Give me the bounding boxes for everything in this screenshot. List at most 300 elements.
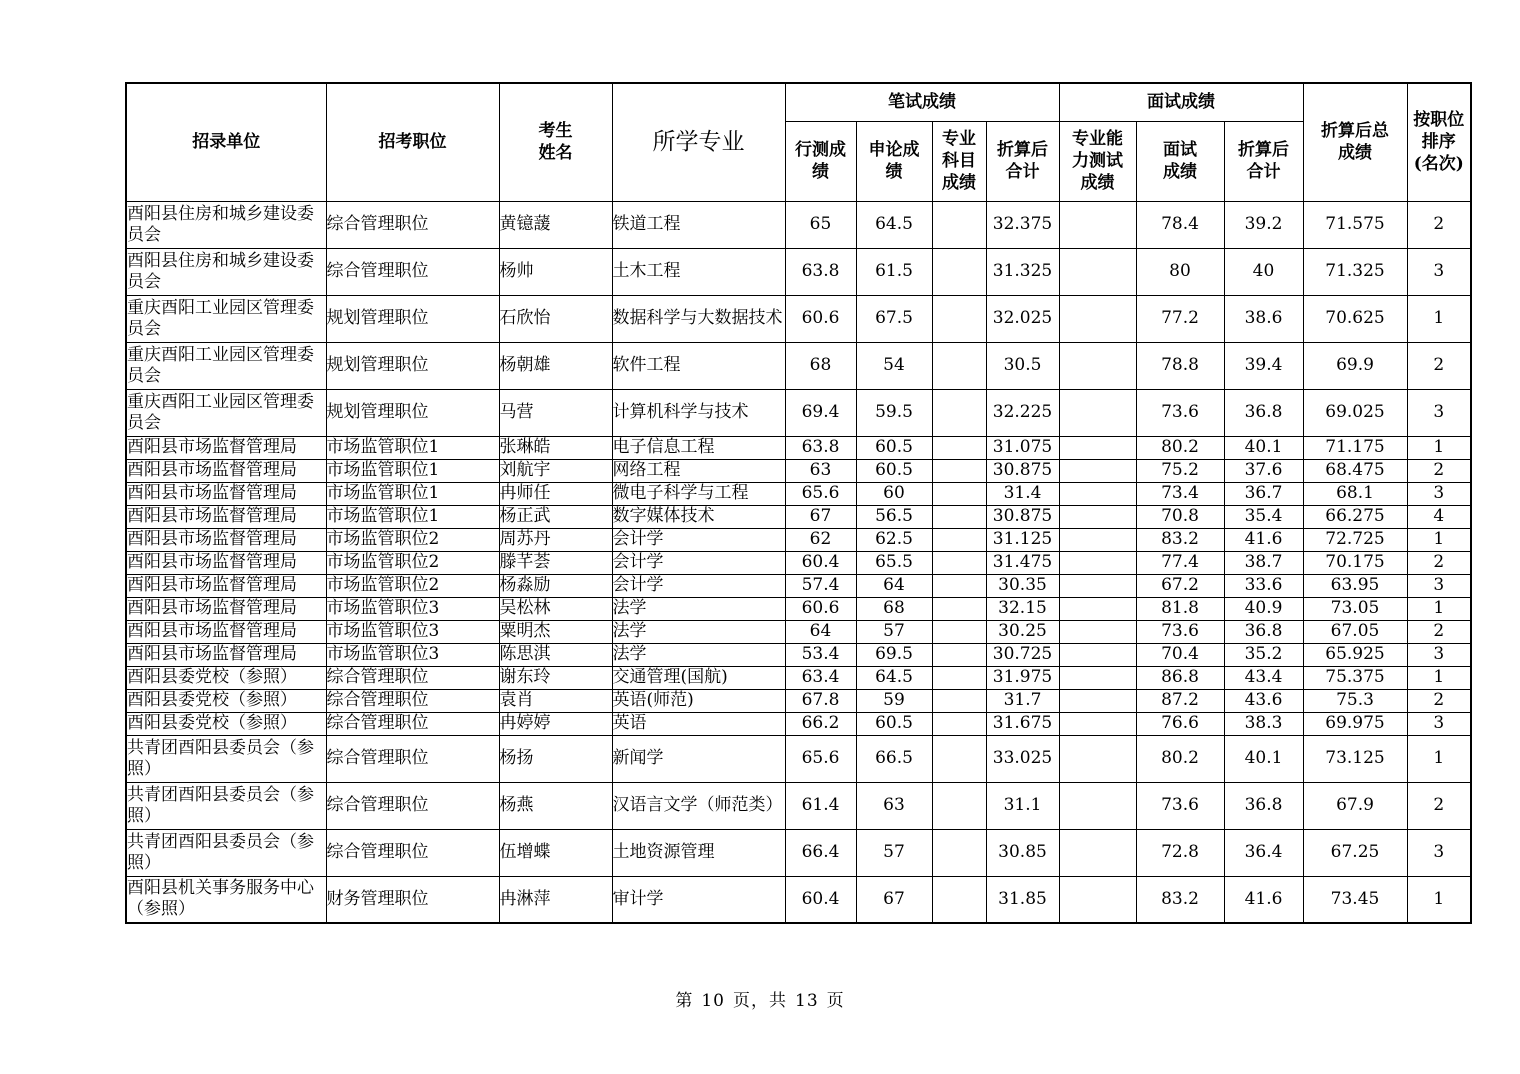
cell-interview-total: 40.1	[1224, 735, 1303, 782]
cell-xingce: 65	[785, 201, 856, 248]
cell-name: 冉师任	[499, 482, 612, 505]
header-xingce: 行测成 绩	[785, 121, 856, 201]
cell-written-total: 30.25	[986, 620, 1059, 643]
cell-unit: 重庆酉阳工业园区管理委员会	[126, 342, 326, 389]
cell-xingce: 53.4	[785, 643, 856, 666]
cell-rank: 3	[1407, 643, 1471, 666]
cell-zhuanye	[932, 436, 986, 459]
cell-xingce: 63.8	[785, 436, 856, 459]
table-row	[126, 389, 1471, 436]
cell-major: 土地资源管理	[612, 829, 785, 876]
cell-ability	[1059, 389, 1136, 436]
cell-shenlun: 56.5	[856, 505, 932, 528]
cell-unit: 共青团酉阳县委员会（参照）	[126, 829, 326, 876]
cell-interview-total: 35.4	[1224, 505, 1303, 528]
cell-zhuanye	[932, 643, 986, 666]
cell-rank: 1	[1407, 597, 1471, 620]
cell-unit: 酉阳县市场监督管理局	[126, 505, 326, 528]
cell-xingce: 60.6	[785, 295, 856, 342]
cell-xingce: 63	[785, 459, 856, 482]
cell-ability	[1059, 597, 1136, 620]
cell-unit: 酉阳县市场监督管理局	[126, 597, 326, 620]
cell-ability	[1059, 505, 1136, 528]
cell-final: 66.275	[1303, 505, 1407, 528]
cell-final: 67.05	[1303, 620, 1407, 643]
cell-unit: 重庆酉阳工业园区管理委员会	[126, 295, 326, 342]
cell-written-total: 31.975	[986, 666, 1059, 689]
cell-major: 审计学	[612, 876, 785, 923]
cell-unit: 共青团酉阳县委员会（参照）	[126, 735, 326, 782]
cell-position: 综合管理职位	[326, 689, 499, 712]
cell-final: 75.3	[1303, 689, 1407, 712]
cell-rank: 2	[1407, 782, 1471, 829]
cell-unit: 共青团酉阳县委员会（参照）	[126, 782, 326, 829]
cell-xingce: 66.4	[785, 829, 856, 876]
footer-suffix: 页	[826, 991, 845, 1011]
cell-interview: 72.8	[1136, 829, 1224, 876]
cell-final: 73.05	[1303, 597, 1407, 620]
cell-written-total: 30.725	[986, 643, 1059, 666]
cell-shenlun: 59	[856, 689, 932, 712]
cell-name: 谢东玲	[499, 666, 612, 689]
cell-rank: 3	[1407, 248, 1471, 295]
cell-major: 会计学	[612, 528, 785, 551]
cell-position: 规划管理职位	[326, 295, 499, 342]
cell-name: 粟明杰	[499, 620, 612, 643]
cell-unit: 酉阳县委党校（参照）	[126, 666, 326, 689]
cell-zhuanye	[932, 829, 986, 876]
cell-rank: 2	[1407, 459, 1471, 482]
cell-written-total: 31.1	[986, 782, 1059, 829]
cell-major: 网络工程	[612, 459, 785, 482]
cell-written-total: 31.675	[986, 712, 1059, 735]
footer-page-total: 13	[795, 991, 819, 1011]
cell-name: 杨淼励	[499, 574, 612, 597]
cell-xingce: 63.8	[785, 248, 856, 295]
cell-name: 袁肖	[499, 689, 612, 712]
cell-unit: 酉阳县市场监督管理局	[126, 551, 326, 574]
cell-rank: 3	[1407, 389, 1471, 436]
cell-written-total: 30.85	[986, 829, 1059, 876]
cell-shenlun: 69.5	[856, 643, 932, 666]
cell-major: 英语(师范)	[612, 689, 785, 712]
cell-interview-total: 37.6	[1224, 459, 1303, 482]
cell-interview: 76.6	[1136, 712, 1224, 735]
cell-ability	[1059, 735, 1136, 782]
cell-ability	[1059, 248, 1136, 295]
cell-major: 软件工程	[612, 342, 785, 389]
cell-interview-total: 38.7	[1224, 551, 1303, 574]
header-written-total: 折算后 合计	[986, 121, 1059, 201]
footer-page-current: 10	[701, 991, 725, 1011]
cell-zhuanye	[932, 389, 986, 436]
cell-zhuanye	[932, 505, 986, 528]
cell-unit: 酉阳县委党校（参照）	[126, 689, 326, 712]
table-row	[126, 829, 1471, 876]
cell-final: 73.45	[1303, 876, 1407, 923]
header-interview: 面试 成绩	[1136, 121, 1224, 201]
cell-name: 张琳皓	[499, 436, 612, 459]
cell-zhuanye	[932, 666, 986, 689]
table-row	[126, 482, 1471, 505]
cell-shenlun: 61.5	[856, 248, 932, 295]
cell-position: 市场监管职位1	[326, 482, 499, 505]
cell-rank: 2	[1407, 689, 1471, 712]
cell-final: 70.625	[1303, 295, 1407, 342]
table-header	[126, 83, 1471, 201]
cell-interview: 67.2	[1136, 574, 1224, 597]
cell-rank: 4	[1407, 505, 1471, 528]
cell-final: 63.95	[1303, 574, 1407, 597]
cell-unit: 酉阳县市场监督管理局	[126, 482, 326, 505]
header-interview-group: 面试成绩	[1059, 83, 1303, 121]
cell-written-total: 32.15	[986, 597, 1059, 620]
cell-final: 72.725	[1303, 528, 1407, 551]
header-interview-total: 折算后 合计	[1224, 121, 1303, 201]
table-row	[126, 643, 1471, 666]
cell-zhuanye	[932, 735, 986, 782]
cell-shenlun: 57	[856, 620, 932, 643]
cell-name: 刘航宇	[499, 459, 612, 482]
cell-shenlun: 60.5	[856, 436, 932, 459]
cell-major: 铁道工程	[612, 201, 785, 248]
cell-xingce: 64	[785, 620, 856, 643]
cell-shenlun: 60.5	[856, 712, 932, 735]
cell-shenlun: 60	[856, 482, 932, 505]
cell-ability	[1059, 643, 1136, 666]
cell-zhuanye	[932, 342, 986, 389]
cell-ability	[1059, 782, 1136, 829]
cell-shenlun: 67.5	[856, 295, 932, 342]
cell-xingce: 65.6	[785, 482, 856, 505]
cell-interview: 73.6	[1136, 620, 1224, 643]
cell-final: 73.125	[1303, 735, 1407, 782]
cell-major: 法学	[612, 643, 785, 666]
table-row	[126, 666, 1471, 689]
table-row	[126, 551, 1471, 574]
cell-xingce: 61.4	[785, 782, 856, 829]
cell-unit: 酉阳县住房和城乡建设委员会	[126, 248, 326, 295]
header-shenlun: 申论成 绩	[856, 121, 932, 201]
cell-final: 67.25	[1303, 829, 1407, 876]
cell-interview-total: 36.4	[1224, 829, 1303, 876]
cell-interview: 77.2	[1136, 295, 1224, 342]
cell-zhuanye	[932, 248, 986, 295]
cell-shenlun: 54	[856, 342, 932, 389]
cell-written-total: 32.375	[986, 201, 1059, 248]
cell-final: 67.9	[1303, 782, 1407, 829]
cell-interview: 80.2	[1136, 436, 1224, 459]
cell-unit: 酉阳县市场监督管理局	[126, 528, 326, 551]
cell-interview-total: 38.6	[1224, 295, 1303, 342]
cell-ability	[1059, 666, 1136, 689]
cell-name: 黄镱蘐	[499, 201, 612, 248]
cell-interview-total: 33.6	[1224, 574, 1303, 597]
cell-major: 计算机科学与技术	[612, 389, 785, 436]
cell-rank: 2	[1407, 342, 1471, 389]
cell-shenlun: 60.5	[856, 459, 932, 482]
cell-ability	[1059, 528, 1136, 551]
cell-xingce: 65.6	[785, 735, 856, 782]
cell-final: 71.175	[1303, 436, 1407, 459]
cell-rank: 1	[1407, 735, 1471, 782]
header-final: 折算后总 成绩	[1303, 83, 1407, 201]
cell-xingce: 62	[785, 528, 856, 551]
cell-written-total: 30.35	[986, 574, 1059, 597]
cell-interview: 75.2	[1136, 459, 1224, 482]
cell-written-total: 31.325	[986, 248, 1059, 295]
cell-xingce: 60.4	[785, 876, 856, 923]
cell-name: 冉淋萍	[499, 876, 612, 923]
score-table	[125, 82, 1472, 924]
cell-ability	[1059, 574, 1136, 597]
cell-shenlun: 59.5	[856, 389, 932, 436]
table-row	[126, 528, 1471, 551]
cell-rank: 2	[1407, 201, 1471, 248]
cell-major: 英语	[612, 712, 785, 735]
cell-interview-total: 40	[1224, 248, 1303, 295]
cell-final: 65.925	[1303, 643, 1407, 666]
cell-major: 会计学	[612, 574, 785, 597]
cell-name: 伍增蝶	[499, 829, 612, 876]
cell-interview: 80	[1136, 248, 1224, 295]
cell-position: 综合管理职位	[326, 829, 499, 876]
cell-name: 杨正武	[499, 505, 612, 528]
cell-unit: 酉阳县住房和城乡建设委员会	[126, 201, 326, 248]
cell-interview: 73.6	[1136, 389, 1224, 436]
cell-zhuanye	[932, 201, 986, 248]
cell-position: 综合管理职位	[326, 712, 499, 735]
cell-unit: 酉阳县市场监督管理局	[126, 574, 326, 597]
cell-zhuanye	[932, 876, 986, 923]
header-unit: 招录单位	[126, 83, 326, 201]
cell-position: 规划管理职位	[326, 389, 499, 436]
footer-prefix: 第	[675, 991, 694, 1011]
cell-final: 68.475	[1303, 459, 1407, 482]
cell-position: 市场监管职位1	[326, 459, 499, 482]
cell-rank: 1	[1407, 666, 1471, 689]
cell-major: 数字媒体技术	[612, 505, 785, 528]
cell-written-total: 31.475	[986, 551, 1059, 574]
cell-rank: 1	[1407, 528, 1471, 551]
cell-written-total: 31.4	[986, 482, 1059, 505]
cell-interview: 87.2	[1136, 689, 1224, 712]
cell-major: 会计学	[612, 551, 785, 574]
cell-position: 市场监管职位3	[326, 620, 499, 643]
cell-position: 综合管理职位	[326, 666, 499, 689]
cell-major: 电子信息工程	[612, 436, 785, 459]
cell-position: 市场监管职位2	[326, 551, 499, 574]
cell-name: 杨扬	[499, 735, 612, 782]
cell-rank: 2	[1407, 551, 1471, 574]
cell-final: 69.975	[1303, 712, 1407, 735]
cell-name: 石欣怡	[499, 295, 612, 342]
cell-xingce: 67.8	[785, 689, 856, 712]
cell-position: 财务管理职位	[326, 876, 499, 923]
table-row	[126, 712, 1471, 735]
cell-written-total: 31.7	[986, 689, 1059, 712]
cell-zhuanye	[932, 689, 986, 712]
header-position: 招考职位	[326, 83, 499, 201]
cell-major: 土木工程	[612, 248, 785, 295]
cell-zhuanye	[932, 620, 986, 643]
header-name: 考生 姓名	[499, 83, 612, 201]
cell-xingce: 63.4	[785, 666, 856, 689]
cell-final: 71.325	[1303, 248, 1407, 295]
cell-shenlun: 64.5	[856, 666, 932, 689]
cell-position: 市场监管职位2	[326, 574, 499, 597]
cell-interview: 73.6	[1136, 782, 1224, 829]
cell-xingce: 60.4	[785, 551, 856, 574]
cell-name: 杨朝雄	[499, 342, 612, 389]
cell-final: 70.175	[1303, 551, 1407, 574]
cell-written-total: 33.025	[986, 735, 1059, 782]
cell-rank: 2	[1407, 620, 1471, 643]
cell-rank: 3	[1407, 712, 1471, 735]
cell-ability	[1059, 201, 1136, 248]
cell-rank: 1	[1407, 876, 1471, 923]
cell-interview: 83.2	[1136, 528, 1224, 551]
cell-unit: 酉阳县市场监督管理局	[126, 459, 326, 482]
cell-rank: 3	[1407, 829, 1471, 876]
cell-final: 75.375	[1303, 666, 1407, 689]
cell-rank: 1	[1407, 436, 1471, 459]
cell-name: 周苏丹	[499, 528, 612, 551]
cell-name: 吴松林	[499, 597, 612, 620]
header-ability: 专业能 力测试 成绩	[1059, 121, 1136, 201]
cell-interview-total: 35.2	[1224, 643, 1303, 666]
cell-ability	[1059, 482, 1136, 505]
cell-position: 综合管理职位	[326, 735, 499, 782]
cell-ability	[1059, 712, 1136, 735]
cell-final: 69.025	[1303, 389, 1407, 436]
header-major: 所学专业	[612, 83, 785, 201]
cell-interview-total: 43.4	[1224, 666, 1303, 689]
cell-shenlun: 68	[856, 597, 932, 620]
cell-interview: 77.4	[1136, 551, 1224, 574]
cell-ability	[1059, 295, 1136, 342]
table-row	[126, 459, 1471, 482]
footer-middle: 页，共	[733, 991, 787, 1011]
header-zhuanye: 专业 科目 成绩	[932, 121, 986, 201]
cell-zhuanye	[932, 597, 986, 620]
table-row	[126, 782, 1471, 829]
cell-xingce: 68	[785, 342, 856, 389]
cell-written-total: 30.5	[986, 342, 1059, 389]
cell-position: 综合管理职位	[326, 248, 499, 295]
cell-position: 综合管理职位	[326, 201, 499, 248]
cell-position: 综合管理职位	[326, 782, 499, 829]
cell-interview: 80.2	[1136, 735, 1224, 782]
cell-xingce: 67	[785, 505, 856, 528]
cell-interview-total: 40.9	[1224, 597, 1303, 620]
cell-unit: 酉阳县委党校（参照）	[126, 712, 326, 735]
cell-major: 交通管理(国航)	[612, 666, 785, 689]
cell-name: 杨帅	[499, 248, 612, 295]
header-rank: 按职位 排序 (名次)	[1407, 83, 1471, 201]
table-row	[126, 689, 1471, 712]
cell-xingce: 69.4	[785, 389, 856, 436]
cell-ability	[1059, 342, 1136, 389]
header-written-group: 笔试成绩	[785, 83, 1059, 121]
cell-position: 市场监管职位3	[326, 597, 499, 620]
table-row	[126, 735, 1471, 782]
cell-interview: 70.4	[1136, 643, 1224, 666]
cell-interview: 78.8	[1136, 342, 1224, 389]
cell-zhuanye	[932, 574, 986, 597]
cell-shenlun: 65.5	[856, 551, 932, 574]
cell-interview-total: 36.8	[1224, 389, 1303, 436]
cell-interview: 78.4	[1136, 201, 1224, 248]
cell-ability	[1059, 551, 1136, 574]
cell-interview-total: 39.4	[1224, 342, 1303, 389]
table-row	[126, 201, 1471, 248]
cell-unit: 酉阳县机关事务服务中心（参照）	[126, 876, 326, 923]
cell-interview-total: 38.3	[1224, 712, 1303, 735]
cell-ability	[1059, 620, 1136, 643]
table-row	[126, 295, 1471, 342]
cell-interview-total: 41.6	[1224, 876, 1303, 923]
cell-interview-total: 40.1	[1224, 436, 1303, 459]
cell-interview-total: 41.6	[1224, 528, 1303, 551]
cell-position: 市场监管职位3	[326, 643, 499, 666]
cell-interview: 81.8	[1136, 597, 1224, 620]
cell-major: 数据科学与大数据技术	[612, 295, 785, 342]
table-row	[126, 248, 1471, 295]
cell-name: 陈思淇	[499, 643, 612, 666]
table-row	[126, 574, 1471, 597]
cell-ability	[1059, 459, 1136, 482]
cell-final: 69.9	[1303, 342, 1407, 389]
cell-unit: 重庆酉阳工业园区管理委员会	[126, 389, 326, 436]
cell-unit: 酉阳县市场监督管理局	[126, 643, 326, 666]
cell-major: 微电子科学与工程	[612, 482, 785, 505]
cell-xingce: 66.2	[785, 712, 856, 735]
page-footer	[0, 986, 1520, 1011]
cell-position: 市场监管职位1	[326, 436, 499, 459]
cell-final: 68.1	[1303, 482, 1407, 505]
table-row	[126, 620, 1471, 643]
cell-ability	[1059, 436, 1136, 459]
cell-ability	[1059, 876, 1136, 923]
cell-name: 马营	[499, 389, 612, 436]
cell-shenlun: 66.5	[856, 735, 932, 782]
cell-major: 法学	[612, 620, 785, 643]
cell-name: 杨燕	[499, 782, 612, 829]
cell-written-total: 32.025	[986, 295, 1059, 342]
cell-interview-total: 43.6	[1224, 689, 1303, 712]
cell-shenlun: 62.5	[856, 528, 932, 551]
cell-interview-total: 36.7	[1224, 482, 1303, 505]
cell-xingce: 57.4	[785, 574, 856, 597]
cell-interview-total: 39.2	[1224, 201, 1303, 248]
cell-ability	[1059, 829, 1136, 876]
cell-position: 规划管理职位	[326, 342, 499, 389]
cell-name: 滕芊荟	[499, 551, 612, 574]
cell-written-total: 32.225	[986, 389, 1059, 436]
table-row	[126, 436, 1471, 459]
cell-shenlun: 67	[856, 876, 932, 923]
cell-ability	[1059, 689, 1136, 712]
cell-written-total: 31.075	[986, 436, 1059, 459]
cell-interview-total: 36.8	[1224, 782, 1303, 829]
cell-rank: 1	[1407, 295, 1471, 342]
table-row	[126, 876, 1471, 923]
cell-position: 市场监管职位2	[326, 528, 499, 551]
table-row	[126, 505, 1471, 528]
cell-zhuanye	[932, 551, 986, 574]
cell-rank: 3	[1407, 482, 1471, 505]
